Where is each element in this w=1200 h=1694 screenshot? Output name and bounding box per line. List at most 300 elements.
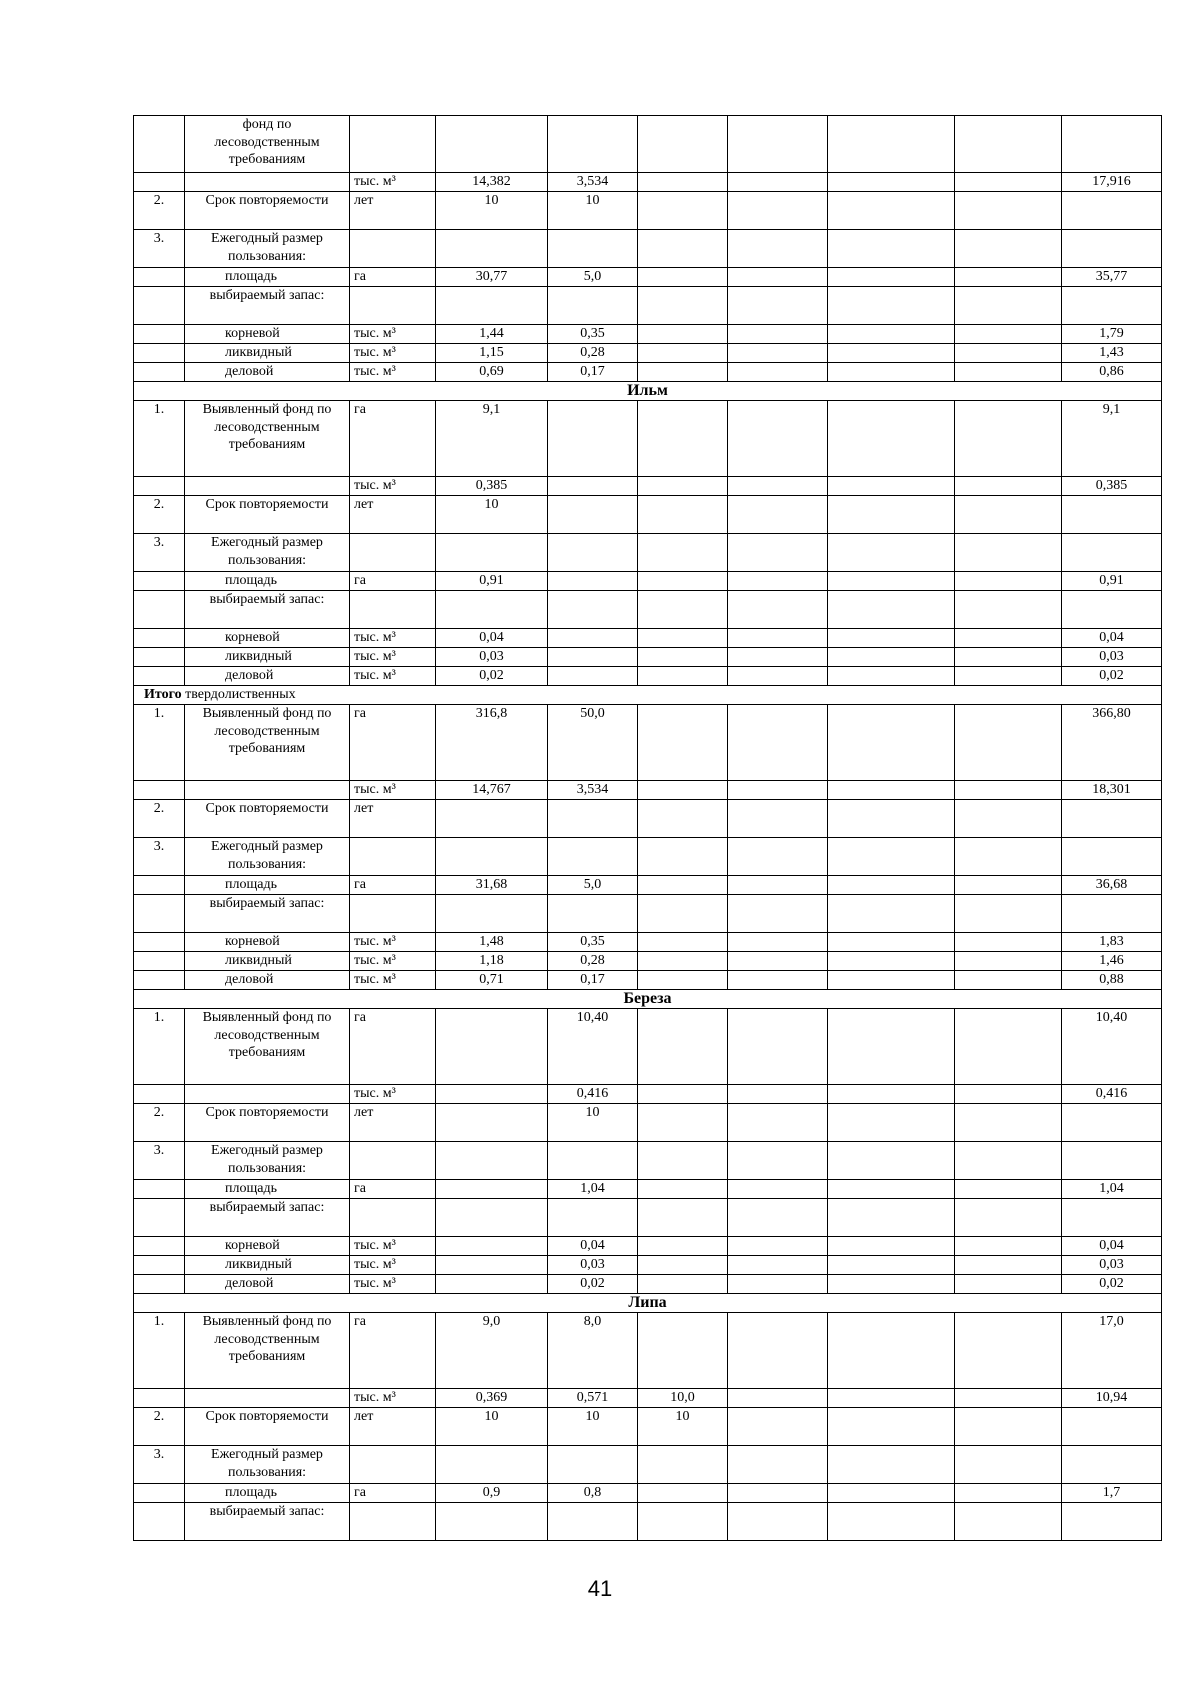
table-row [134, 1199, 1162, 1237]
value-cell [955, 534, 1062, 572]
row-number [134, 876, 185, 895]
value-cell [828, 116, 955, 173]
value-cell: 0,88 [1062, 971, 1162, 990]
row-number [134, 287, 185, 325]
value-cell: 0,416 [548, 1085, 638, 1104]
value-cell: 1,44 [436, 325, 548, 344]
value-cell [955, 287, 1062, 325]
value-cell [728, 1275, 828, 1294]
value-cell [728, 287, 828, 325]
value-cell [955, 1503, 1062, 1541]
value-cell [728, 629, 828, 648]
value-cell [1062, 1199, 1162, 1237]
value-cell [955, 1446, 1062, 1484]
total-heading-row [134, 686, 1162, 705]
value-cell [1062, 895, 1162, 933]
row-number: 2. [134, 192, 185, 230]
species-section-row [134, 990, 1162, 1009]
value-cell [955, 1085, 1062, 1104]
table-row [134, 572, 1162, 591]
value-cell [1062, 1503, 1162, 1541]
value-cell [638, 363, 728, 382]
indicator-name: Срок повторяемости [185, 1408, 350, 1446]
unit-cell: тыс. м³ [350, 667, 436, 686]
value-cell [638, 1237, 728, 1256]
value-cell [955, 325, 1062, 344]
value-cell [436, 1180, 548, 1199]
indicator-name: корневой [185, 325, 350, 344]
unit-cell: тыс. м³ [350, 781, 436, 800]
value-cell: 0,571 [548, 1389, 638, 1408]
row-number [134, 648, 185, 667]
value-cell [548, 477, 638, 496]
value-cell [955, 648, 1062, 667]
value-cell [728, 838, 828, 876]
indicator-name: выбираемый запас: [185, 1199, 350, 1237]
row-number: 1. [134, 705, 185, 781]
value-cell: 10,40 [548, 1009, 638, 1085]
value-cell [828, 1009, 955, 1085]
indicator-name: деловой [185, 667, 350, 686]
value-cell: 3,534 [548, 781, 638, 800]
table-row [134, 363, 1162, 382]
unit-cell [350, 838, 436, 876]
value-cell [728, 1503, 828, 1541]
indicator-name: Ежегодный размер пользования: [185, 230, 350, 268]
value-cell [548, 572, 638, 591]
table-row [134, 838, 1162, 876]
value-cell: 0,385 [436, 477, 548, 496]
unit-cell: га [350, 705, 436, 781]
row-number [134, 1256, 185, 1275]
value-cell: 9,0 [436, 1313, 548, 1389]
indicator-name: Срок повторяемости [185, 800, 350, 838]
value-cell: 0,416 [1062, 1085, 1162, 1104]
value-cell: 1,79 [1062, 325, 1162, 344]
row-number [134, 268, 185, 287]
value-cell: 0,04 [1062, 1237, 1162, 1256]
unit-cell: лет [350, 192, 436, 230]
value-cell [728, 648, 828, 667]
value-cell [955, 173, 1062, 192]
value-cell [828, 667, 955, 686]
value-cell: 0,35 [548, 933, 638, 952]
unit-cell: тыс. м³ [350, 363, 436, 382]
table-row [134, 534, 1162, 572]
value-cell [436, 1446, 548, 1484]
value-cell: 1,43 [1062, 344, 1162, 363]
value-cell [828, 1104, 955, 1142]
value-cell [828, 1256, 955, 1275]
unit-cell: га [350, 572, 436, 591]
indicator-name: Выявленный фонд по лесоводственным требованиям [185, 1009, 350, 1085]
unit-cell: тыс. м³ [350, 1389, 436, 1408]
value-cell: 1,15 [436, 344, 548, 363]
value-cell: 31,68 [436, 876, 548, 895]
indicator-name: ликвидный [185, 1256, 350, 1275]
value-cell [1062, 116, 1162, 173]
table-row [134, 477, 1162, 496]
value-cell: 10 [436, 496, 548, 534]
value-cell [436, 895, 548, 933]
value-cell [955, 192, 1062, 230]
value-cell: 9,1 [436, 401, 548, 477]
value-cell: 10,94 [1062, 1389, 1162, 1408]
value-cell [638, 268, 728, 287]
table-row [134, 1408, 1162, 1446]
value-cell [828, 363, 955, 382]
value-cell: 0,03 [548, 1256, 638, 1275]
unit-cell [350, 591, 436, 629]
page-number: 41 [587, 1576, 613, 1601]
value-cell [828, 192, 955, 230]
row-number [134, 1085, 185, 1104]
value-cell: 0,17 [548, 363, 638, 382]
value-cell [828, 1237, 955, 1256]
indicator-name: Ежегодный размер пользования: [185, 534, 350, 572]
indicator-name: деловой [185, 971, 350, 990]
value-cell [548, 534, 638, 572]
value-cell [828, 173, 955, 192]
value-cell: 10 [436, 192, 548, 230]
row-number: 2. [134, 496, 185, 534]
value-cell: 9,1 [1062, 401, 1162, 477]
value-cell [828, 952, 955, 971]
value-cell [1062, 1142, 1162, 1180]
value-cell [728, 325, 828, 344]
value-cell [728, 705, 828, 781]
row-number [134, 629, 185, 648]
value-cell [955, 1142, 1062, 1180]
value-cell: 0,17 [548, 971, 638, 990]
value-cell: 1,7 [1062, 1484, 1162, 1503]
indicator-name: выбираемый запас: [185, 1503, 350, 1541]
indicator-name: корневой [185, 1237, 350, 1256]
unit-cell: га [350, 1180, 436, 1199]
value-cell [955, 363, 1062, 382]
indicator-name: ликвидный [185, 344, 350, 363]
value-cell [828, 933, 955, 952]
indicator-name: Выявленный фонд по лесоводственным требованиям [185, 1313, 350, 1389]
value-cell [436, 591, 548, 629]
value-cell [955, 572, 1062, 591]
unit-cell: тыс. м³ [350, 933, 436, 952]
value-cell [1062, 287, 1162, 325]
value-cell: 35,77 [1062, 268, 1162, 287]
value-cell [728, 591, 828, 629]
indicator-name: Выявленный фонд по лесоводственным требованиям [185, 705, 350, 781]
value-cell: 0,02 [1062, 667, 1162, 686]
value-cell [728, 116, 828, 173]
value-cell [728, 344, 828, 363]
value-cell [955, 1313, 1062, 1389]
value-cell [638, 667, 728, 686]
unit-cell: тыс. м³ [350, 344, 436, 363]
value-cell [955, 1199, 1062, 1237]
value-cell [638, 230, 728, 268]
value-cell [828, 800, 955, 838]
value-cell: 0,69 [436, 363, 548, 382]
value-cell [955, 591, 1062, 629]
value-cell: 17,916 [1062, 173, 1162, 192]
indicator-name [185, 173, 350, 192]
unit-cell: лет [350, 800, 436, 838]
value-cell [728, 800, 828, 838]
value-cell: 10 [436, 1408, 548, 1446]
unit-cell: тыс. м³ [350, 629, 436, 648]
value-cell [728, 1180, 828, 1199]
unit-cell: тыс. м³ [350, 477, 436, 496]
table-row [134, 173, 1162, 192]
value-cell [548, 1142, 638, 1180]
indicator-name: площадь [185, 876, 350, 895]
value-cell [728, 895, 828, 933]
row-number [134, 363, 185, 382]
value-cell [955, 781, 1062, 800]
value-cell: 0,02 [1062, 1275, 1162, 1294]
value-cell [828, 1446, 955, 1484]
indicator-name: корневой [185, 933, 350, 952]
value-cell [436, 1085, 548, 1104]
value-cell [548, 591, 638, 629]
value-cell [955, 800, 1062, 838]
value-cell [638, 876, 728, 895]
value-cell [1062, 534, 1162, 572]
value-cell: 0,03 [1062, 648, 1162, 667]
value-cell [638, 287, 728, 325]
value-cell [728, 781, 828, 800]
value-cell [436, 1275, 548, 1294]
unit-cell: га [350, 876, 436, 895]
value-cell [638, 933, 728, 952]
value-cell: 30,77 [436, 268, 548, 287]
value-cell: 0,02 [436, 667, 548, 686]
value-cell [728, 1408, 828, 1446]
unit-cell [350, 1503, 436, 1541]
value-cell [728, 971, 828, 990]
indicator-name: корневой [185, 629, 350, 648]
table-row [134, 629, 1162, 648]
value-cell [548, 1446, 638, 1484]
value-cell [638, 477, 728, 496]
value-cell: 0,03 [436, 648, 548, 667]
unit-cell: тыс. м³ [350, 1237, 436, 1256]
value-cell: 0,385 [1062, 477, 1162, 496]
forest-use-table [133, 115, 1162, 1541]
value-cell [638, 1199, 728, 1237]
value-cell [728, 268, 828, 287]
indicator-name [185, 477, 350, 496]
value-cell: 1,04 [548, 1180, 638, 1199]
value-cell: 0,35 [548, 325, 638, 344]
value-cell: 0,28 [548, 344, 638, 363]
total-heading [134, 686, 1162, 705]
value-cell [548, 800, 638, 838]
value-cell [638, 895, 728, 933]
value-cell [828, 496, 955, 534]
table-row [134, 344, 1162, 363]
value-cell [548, 648, 638, 667]
unit-cell [350, 116, 436, 173]
value-cell [1062, 1446, 1162, 1484]
table-row [134, 971, 1162, 990]
value-cell [638, 325, 728, 344]
row-number [134, 572, 185, 591]
value-cell [436, 838, 548, 876]
value-cell: 1,04 [1062, 1180, 1162, 1199]
value-cell [638, 534, 728, 572]
value-cell: 1,18 [436, 952, 548, 971]
value-cell [1062, 838, 1162, 876]
value-cell [955, 629, 1062, 648]
unit-cell [350, 1199, 436, 1237]
value-cell [1062, 192, 1162, 230]
indicator-name: ликвидный [185, 648, 350, 667]
value-cell [728, 192, 828, 230]
value-cell: 10 [638, 1408, 728, 1446]
row-number: 1. [134, 1313, 185, 1389]
value-cell: 5,0 [548, 268, 638, 287]
unit-cell: тыс. м³ [350, 1256, 436, 1275]
section-title: Ильм [134, 382, 1162, 401]
value-cell [728, 477, 828, 496]
value-cell [955, 933, 1062, 952]
value-cell [638, 173, 728, 192]
section-title: Береза [134, 990, 1162, 1009]
value-cell [955, 1180, 1062, 1199]
row-number: 3. [134, 1446, 185, 1484]
value-cell [828, 1484, 955, 1503]
value-cell: 18,301 [1062, 781, 1162, 800]
value-cell [828, 876, 955, 895]
indicator-name: площадь [185, 572, 350, 591]
row-number [134, 477, 185, 496]
value-cell: 0,86 [1062, 363, 1162, 382]
value-cell [1062, 1408, 1162, 1446]
indicator-name [185, 1389, 350, 1408]
row-number [134, 325, 185, 344]
unit-cell: тыс. м³ [350, 1085, 436, 1104]
value-cell [955, 1104, 1062, 1142]
value-cell: 0,02 [548, 1275, 638, 1294]
value-cell [828, 781, 955, 800]
value-cell [1062, 496, 1162, 534]
row-number [134, 952, 185, 971]
value-cell [828, 325, 955, 344]
value-cell [638, 1256, 728, 1275]
row-number: 3. [134, 230, 185, 268]
value-cell [638, 1313, 728, 1389]
value-cell [638, 116, 728, 173]
value-cell [955, 1237, 1062, 1256]
value-cell [638, 1446, 728, 1484]
value-cell [828, 1142, 955, 1180]
value-cell [436, 1256, 548, 1275]
unit-cell: га [350, 401, 436, 477]
value-cell [955, 971, 1062, 990]
value-cell: 36,68 [1062, 876, 1162, 895]
value-cell [728, 1237, 828, 1256]
row-number [134, 344, 185, 363]
row-number [134, 1484, 185, 1503]
value-cell [828, 534, 955, 572]
table-row [134, 496, 1162, 534]
value-cell [638, 1275, 728, 1294]
table-row [134, 1275, 1162, 1294]
value-cell [728, 1256, 828, 1275]
value-cell: 0,369 [436, 1389, 548, 1408]
value-cell [638, 1104, 728, 1142]
table-row [134, 667, 1162, 686]
row-number [134, 173, 185, 192]
value-cell [955, 705, 1062, 781]
row-number: 3. [134, 534, 185, 572]
table-row [134, 325, 1162, 344]
value-cell [955, 1408, 1062, 1446]
unit-cell: тыс. м³ [350, 325, 436, 344]
value-cell: 10,0 [638, 1389, 728, 1408]
row-number: 3. [134, 838, 185, 876]
value-cell [638, 1484, 728, 1503]
indicator-name: Ежегодный размер пользования: [185, 838, 350, 876]
value-cell [728, 1446, 828, 1484]
value-cell: 0,91 [436, 572, 548, 591]
value-cell [955, 838, 1062, 876]
value-cell [638, 800, 728, 838]
table-row [134, 800, 1162, 838]
unit-cell: тыс. м³ [350, 971, 436, 990]
value-cell [955, 401, 1062, 477]
unit-cell [350, 287, 436, 325]
unit-cell: тыс. м³ [350, 173, 436, 192]
table-row [134, 952, 1162, 971]
table-row [134, 1484, 1162, 1503]
value-cell [638, 648, 728, 667]
value-cell [955, 268, 1062, 287]
value-cell [436, 1199, 548, 1237]
value-cell [436, 534, 548, 572]
value-cell: 10 [548, 1408, 638, 1446]
value-cell [728, 363, 828, 382]
value-cell [828, 1313, 955, 1389]
table-row [134, 1104, 1162, 1142]
value-cell [548, 287, 638, 325]
value-cell [828, 629, 955, 648]
value-cell [828, 1389, 955, 1408]
indicator-name: Срок повторяемости [185, 1104, 350, 1142]
value-cell [436, 116, 548, 173]
value-cell [436, 287, 548, 325]
value-cell [548, 1503, 638, 1541]
indicator-name: Ежегодный размер пользования: [185, 1446, 350, 1484]
table-row [134, 1142, 1162, 1180]
value-cell [828, 230, 955, 268]
section-title: Липа [134, 1294, 1162, 1313]
table-row [134, 116, 1162, 173]
value-cell [548, 1199, 638, 1237]
value-cell [828, 1180, 955, 1199]
value-cell [728, 1389, 828, 1408]
value-cell [728, 1104, 828, 1142]
table-row [134, 1009, 1162, 1085]
total-bold-word: Итого [144, 687, 182, 702]
unit-cell: тыс. м³ [350, 648, 436, 667]
table-body [134, 116, 1162, 1541]
value-cell [548, 230, 638, 268]
unit-cell: тыс. м³ [350, 952, 436, 971]
species-section-row [134, 1294, 1162, 1313]
value-cell [955, 876, 1062, 895]
